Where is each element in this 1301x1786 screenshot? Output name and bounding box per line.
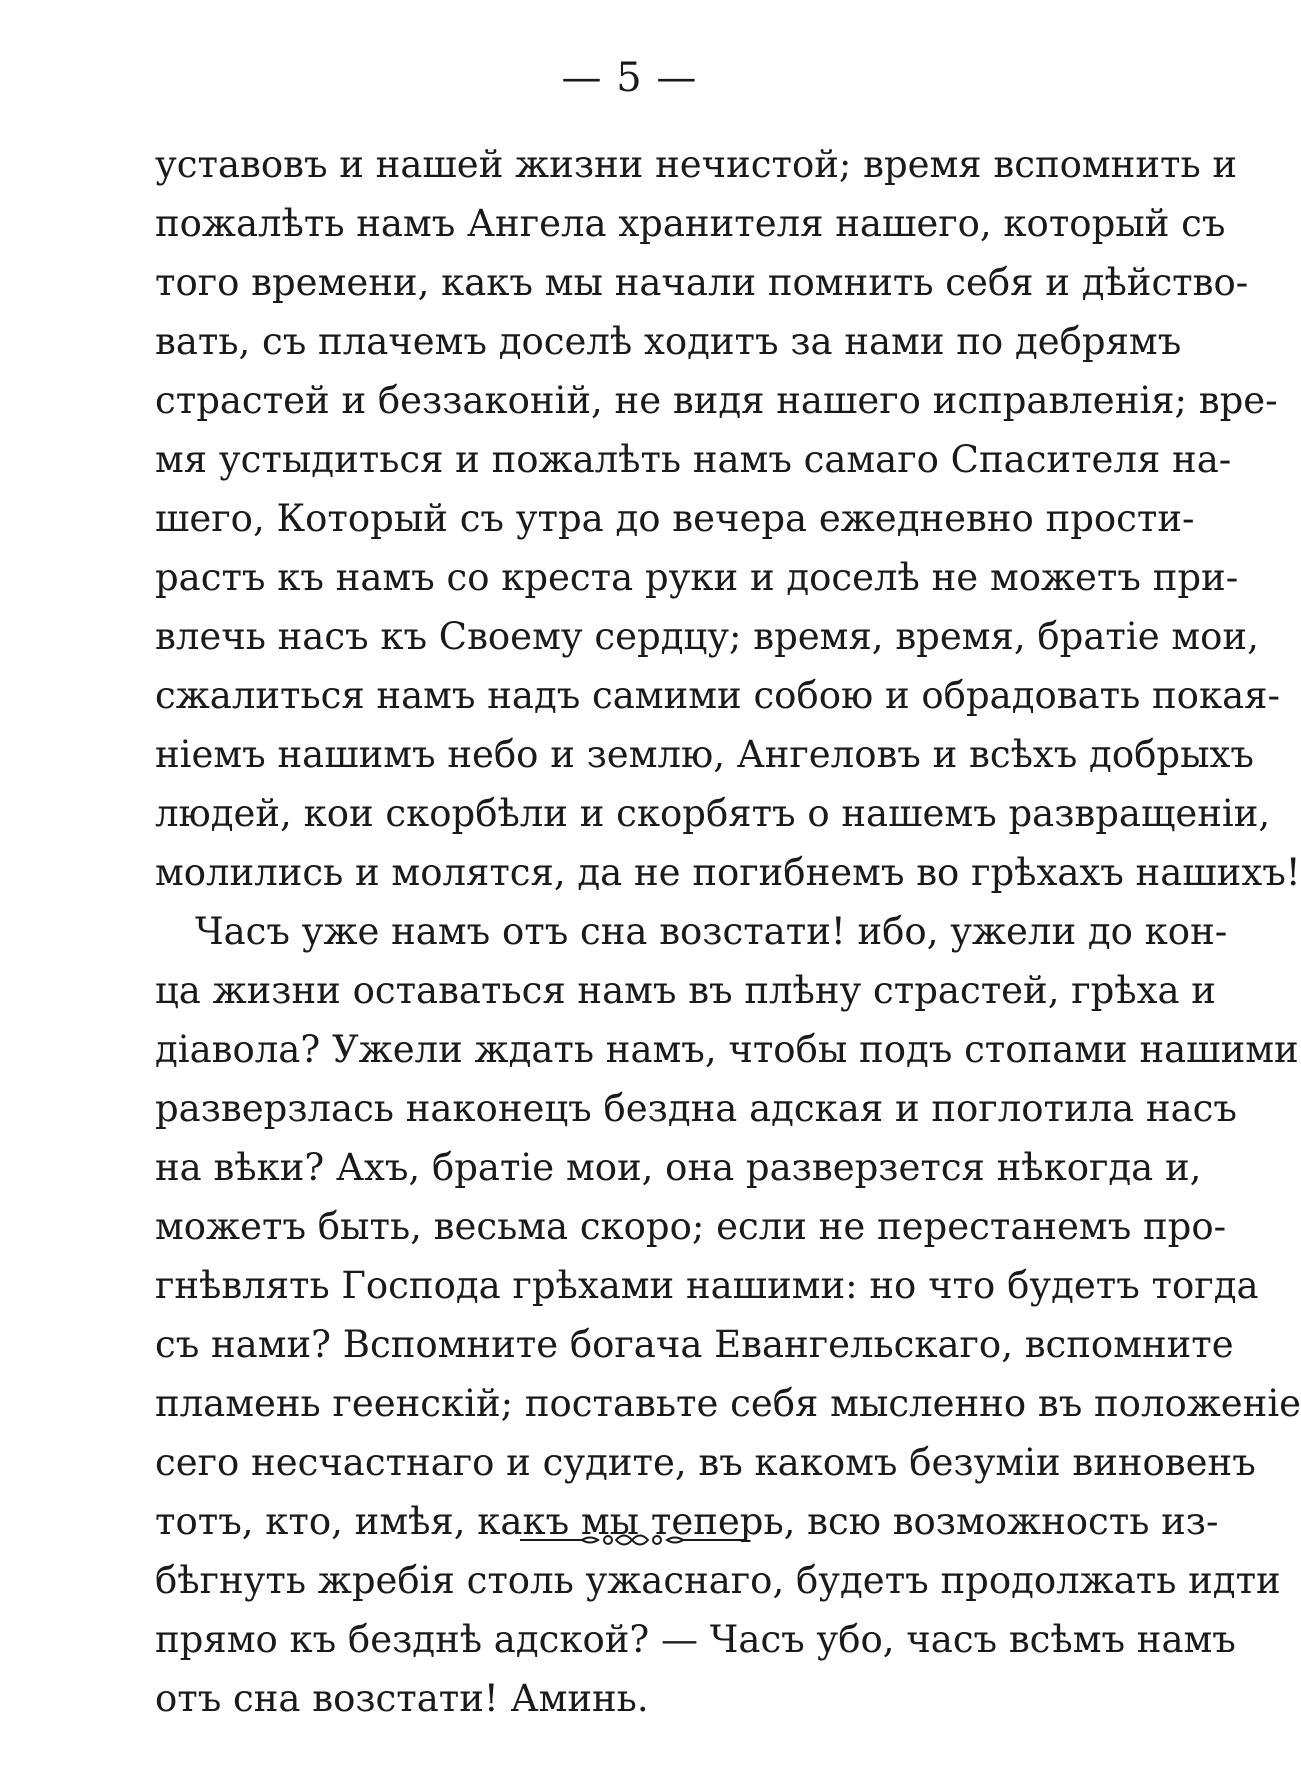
text-line: бѣгнуть жребія столь ужаснаго, будетъ продолжать идти	[155, 1559, 1281, 1602]
tailpiece-ornament-icon	[520, 1525, 745, 1555]
text-line: сжалиться намъ надъ самими собою и обрадовать покая-	[155, 674, 1280, 717]
text-line: тотъ, кто, имѣя, какъ мы теперь, всю возможность из-	[155, 1500, 1219, 1543]
text-line: сего несчастнаго и судите, въ какомъ безуміи виновенъ	[155, 1441, 1256, 1484]
text-line: шего, Который съ утра до вечера ежедневно прости-	[155, 497, 1195, 540]
text-line: уставовъ и нашей жизни нечистой; время вспомнить и	[155, 143, 1238, 186]
text-line: страстей и беззаконій, не видя нашего исправленія; вре-	[155, 379, 1278, 422]
text-line: того времени, какъ мы начали помнить себя и дѣйство-	[155, 261, 1249, 304]
text-line: на вѣки? Ахъ, братіе мои, она разверзется нѣкогда и,	[155, 1146, 1202, 1189]
text-line: съ нами? Вспомните богача Евангельскаго, вспомните	[155, 1323, 1234, 1366]
text-line: ца жизни оставаться намъ въ плѣну страстей, грѣха и	[155, 969, 1216, 1012]
text-line: влечь насъ къ Своему сердцу; время, время, братіе мои,	[155, 615, 1259, 658]
text-line: вать, съ плачемъ доселѣ ходитъ за нами по дебрямъ	[155, 320, 1182, 363]
text-body	[155, 135, 1301, 1728]
page-number: — 5 —	[561, 55, 698, 101]
text-line: можетъ быть, весьма скоро; если не перестанемъ про-	[155, 1205, 1227, 1248]
paragraph-2	[155, 902, 1301, 1728]
paragraph-1	[155, 135, 1301, 902]
text-line: растъ къ намъ со креста руки и доселѣ не можетъ при-	[155, 556, 1239, 599]
text-line: отъ сна возстати! Аминь.	[155, 1677, 649, 1720]
text-line: мя устыдиться и пожалѣть намъ самаго Спасителя на-	[155, 438, 1232, 481]
text-line: ніемъ нашимъ небо и землю, Ангеловъ и всѣхъ добрыхъ	[155, 733, 1254, 776]
text-line: прямо къ безднѣ адской? — Часъ убо, часъ всѣмъ намъ	[155, 1618, 1236, 1661]
text-line: діавола? Ужели ждать намъ, чтобы подъ стопами нашими	[155, 1028, 1299, 1071]
text-line: людей, кои скорбѣли и скорбятъ о нашемъ развращеніи,	[155, 792, 1271, 835]
text-line: гнѣвлять Господа грѣхами нашими: но что будетъ тогда	[155, 1264, 1259, 1307]
text-line: молились и молятся, да не погибнемъ во грѣхахъ нашихъ!	[155, 851, 1301, 894]
text-line: пожалѣть намъ Ангела хранителя нашего, который съ	[155, 202, 1226, 245]
text-line: разверзлась наконецъ бездна адская и поглотила насъ	[155, 1087, 1237, 1130]
text-line: пламень геенскій; поставьте себя мысленно въ положеніе	[155, 1382, 1301, 1425]
text-line: Часъ уже намъ отъ сна возстати! ибо, ужели до кон-	[195, 910, 1228, 953]
